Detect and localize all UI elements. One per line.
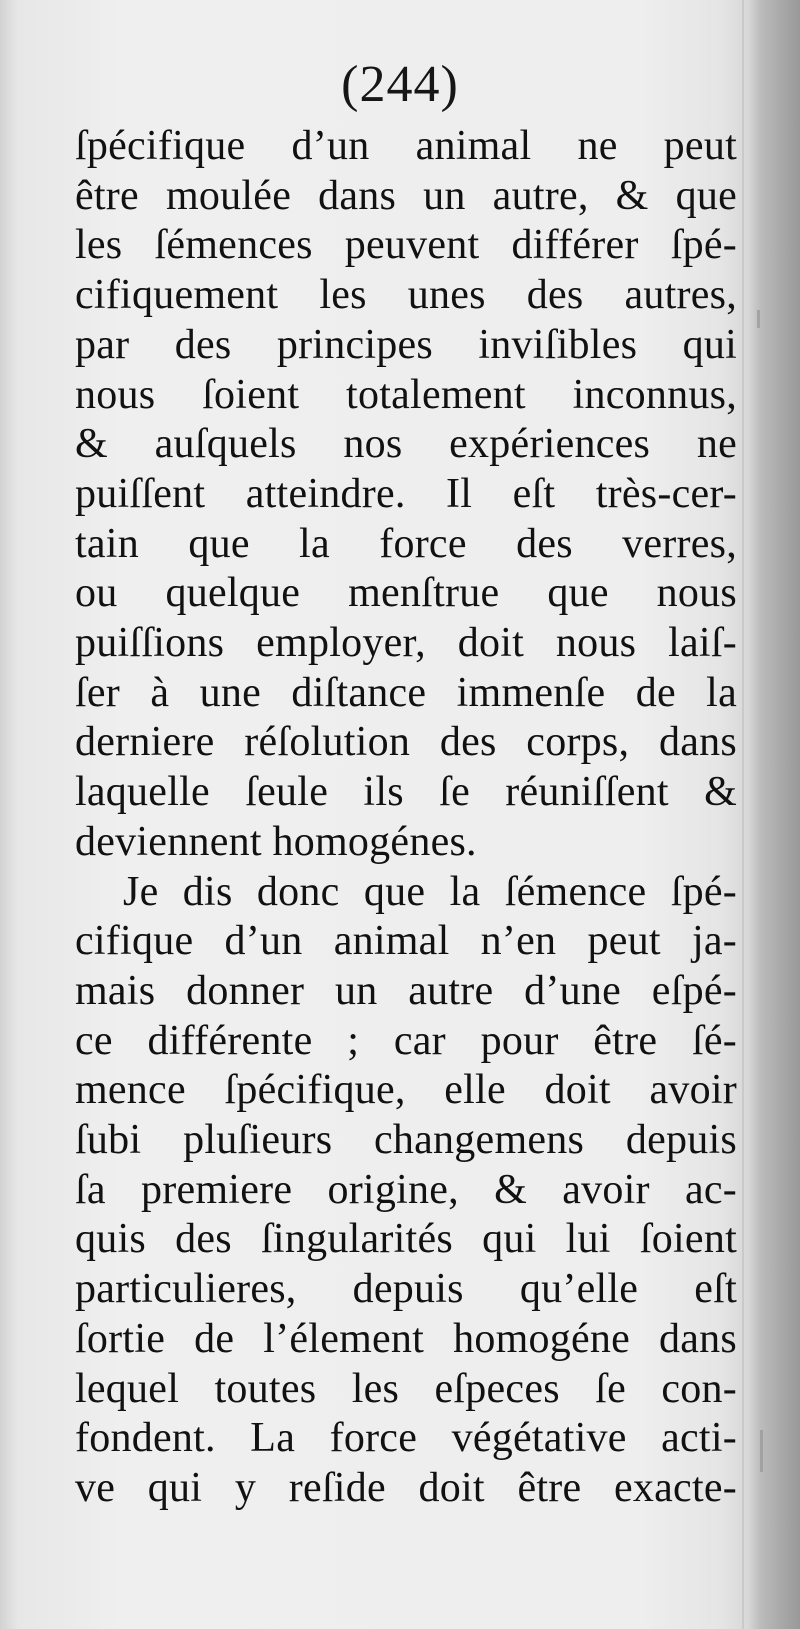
text-line: quis des ſingularités qui lui ſoient (75, 1216, 737, 1263)
text-line: puiſſions employer, doit nous laiſ- (75, 620, 737, 667)
text-line: ſubi pluſieurs changemens depuis (75, 1117, 737, 1164)
text-line: puiſſent atteindre. Il eſt très-cer- (75, 470, 737, 517)
body-text (75, 122, 737, 1514)
text-line: cifique d’un animal n’en peut ja- (75, 918, 737, 965)
text-line: ve qui y reſide doit être exacte- (75, 1464, 737, 1511)
margin-mark (760, 1430, 763, 1472)
text-line: particulieres, depuis qu’elle eſt (75, 1266, 737, 1313)
text-line: derniere réſolution des corps, dans (75, 719, 737, 766)
text-line: ſer à une diſtance immenſe de la (75, 669, 737, 716)
text-line: mais donner un autre d’une eſpé- (75, 967, 737, 1014)
text-line: lequel toutes les eſpeces ſe con- (75, 1365, 737, 1412)
text-line: par des principes inviſibles qui (75, 321, 737, 368)
text-line: tain que la force des verres, (75, 520, 737, 567)
text-line: fondent. La force végétative acti- (75, 1415, 737, 1462)
page-number: (244) (341, 56, 459, 113)
text-line: ce différente ; car pour être ſé- (75, 1017, 737, 1064)
text-line: être moulée dans un autre, & que (75, 172, 737, 219)
text-line: mence ſpécifique, elle doit avoir (75, 1067, 737, 1114)
text-line: laquelle ſeule ils ſe réuniſſent & (75, 769, 737, 816)
text-line: cifiquement les unes des autres, (75, 272, 737, 319)
text-line: & auſquels nos expériences ne (75, 421, 737, 468)
text-line: deviennent homogénes. (75, 818, 477, 865)
margin-mark (757, 310, 760, 328)
text-line: Je dis donc que la ſémence ſpé- (123, 868, 737, 915)
text-line: nous ſoient totalement inconnus, (75, 371, 737, 418)
text-line: les ſémences peuvent différer ſpé- (75, 222, 737, 269)
text-line: ſortie de l’élement homogéne dans (75, 1315, 737, 1362)
text-line: ſa premiere origine, & avoir ac- (75, 1166, 737, 1213)
text-line: ſpécifique d’un animal ne peut (75, 123, 737, 169)
text-line: ou quelque menſtrue que nous (75, 570, 737, 617)
